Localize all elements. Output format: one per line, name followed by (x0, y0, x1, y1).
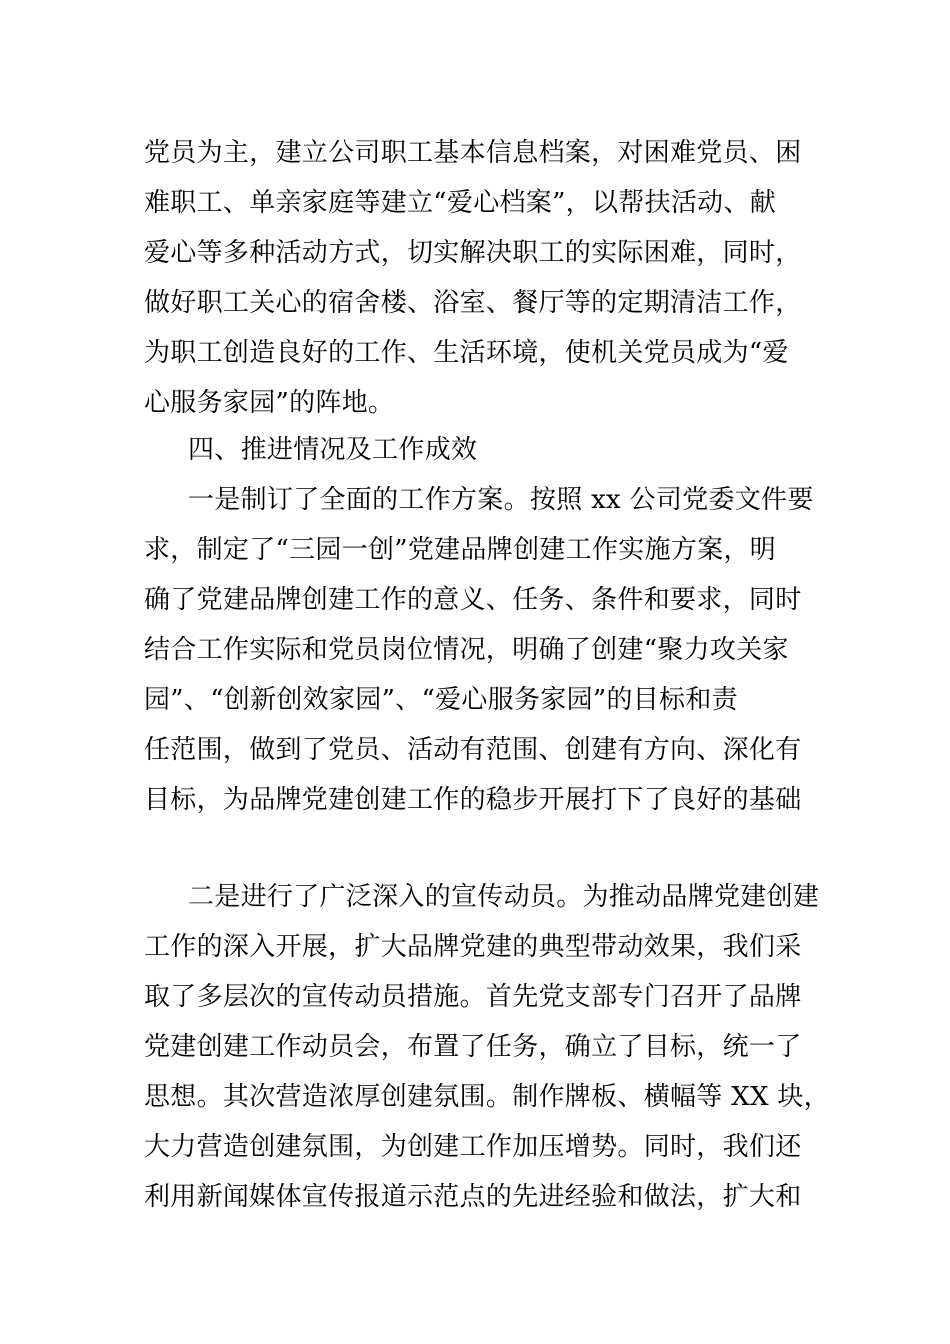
text-line: 确了党建品牌创建工作的意义、任务、条件和要求，同时 (144, 585, 802, 615)
paragraph-publicity (144, 872, 830, 1222)
text-line: 取了多层次的宣传动员措施。首先党支部专门召开了品牌 (144, 982, 802, 1012)
text-line: 做好职工关心的宿舍楼、浴室、餐厅等的定期清洁工作， (144, 288, 802, 318)
paragraph-work-plan (144, 475, 814, 825)
text-line: 一是制订了全面的工作方案。按照 xx 公司党委文件要 (188, 485, 814, 515)
text-line: 难职工、单亲家庭等建立“爱心档案”，以帮扶活动、献 (144, 188, 777, 218)
text-line: 利用新闻媒体宣传报道示范点的先进经验和做法，扩大和 (144, 1182, 802, 1212)
text-line: 大力营造创建氛围，为创建工作加压增势。同时，我们还 (144, 1132, 802, 1162)
text-line: 为职工创造良好的工作、生活环境，使机关党员成为“爱 (144, 338, 789, 368)
paragraph-love-service (144, 128, 809, 428)
text-line: 园”、“创新创效家园”、“爱心服务家园”的目标和责 (144, 685, 738, 715)
text-line: 二是进行了广泛深入的宣传动员。为推动品牌党建创建 (188, 882, 820, 912)
section-heading: 四、推进情况及工作成效 (188, 435, 478, 465)
text-line: 工作的深入开展，扩大品牌党建的典型带动效果，我们采 (144, 932, 802, 962)
text-line: 任范围，做到了党员、活动有范围、创建有方向、深化有 (144, 735, 802, 765)
text-line: 党建创建工作动员会，布置了任务，确立了目标，统一了 (144, 1032, 802, 1062)
text-line: 结合工作实际和党员岗位情况，明确了创建“聚力攻关家 (144, 635, 789, 665)
text-line: 求，制定了“三园一创”党建品牌创建工作实施方案，明 (144, 535, 777, 565)
text-line: 爱心等多种活动方式，切实解决职工的实际困难，同时， (144, 238, 802, 268)
section-heading-four (144, 425, 809, 475)
text-line: 党员为主，建立公司职工基本信息档案，对困难党员、困 (144, 138, 802, 168)
text-line: 思想。其次营造浓厚创建氛围。制作牌板、横幅等 XX 块， (144, 1082, 830, 1112)
text-line: 目标，为品牌党建创建工作的稳步开展打下了良好的基础 (144, 785, 802, 815)
text-line: 心服务家园”的阵地。 (144, 388, 395, 418)
